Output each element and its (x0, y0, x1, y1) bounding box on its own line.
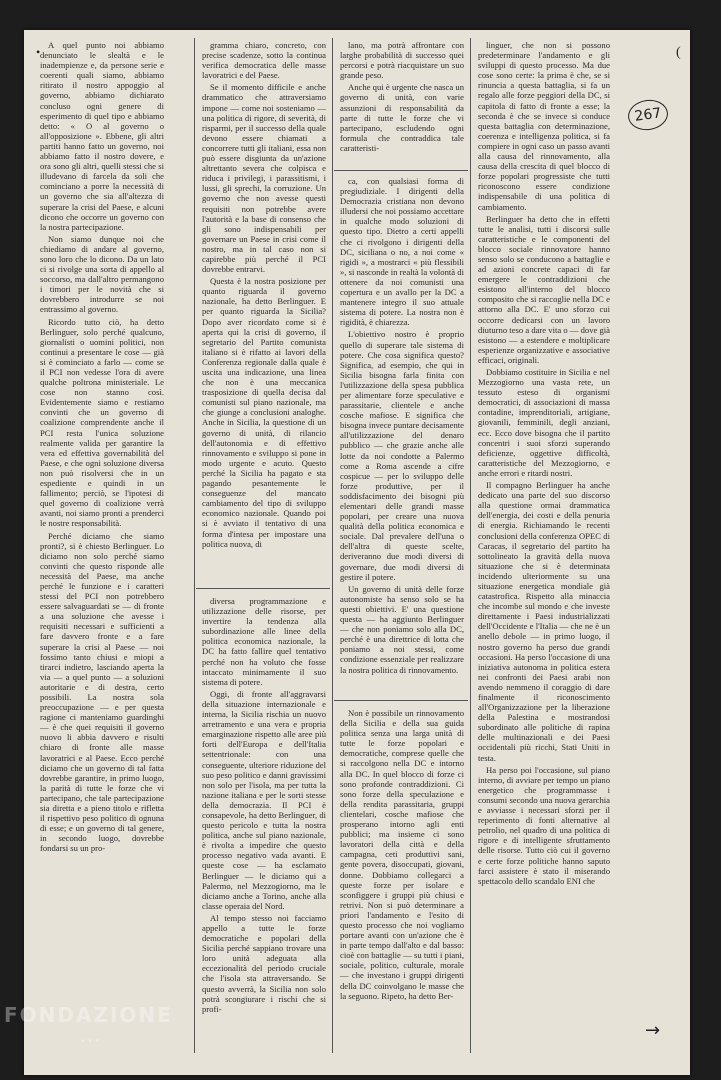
archive-watermark: FONDAZIONE (4, 1003, 173, 1027)
paragraph: lano, ma potrà affrontare con larghe probabilità di successo quei percorsi e potrà riacquistare un suo grande peso. (340, 40, 464, 81)
article-column-3-bottom (340, 708, 464, 1048)
article-column-2-top (202, 40, 326, 592)
article-column-3-middle (340, 176, 464, 675)
column-rule (332, 38, 333, 1053)
article-column-2-bottom (202, 596, 326, 1048)
column-rule (194, 38, 195, 1053)
archive-watermark-sub: ... (80, 1030, 102, 1046)
paragraph: Un governo di unità delle forze autonomiste ha senso solo se ha questi obiettivi. E' una questione questa — ha aggiunto Berlinguer — che non poniamo solo alla DC, perché è una direttrice di lotta che poniamo a noi stessi, come condizione essenziale per realizzare la nostra politica di rinnovamento. (340, 583, 464, 675)
paragraph: Non è possibile un rinnovamento della Sicilia e della sua guida politica senza una larga unità di tutte le forze popolari e democratiche, comprese quelle che si raccolgono nella DC e intorno alla DC. In quel blocco di forze ci sono profonde contraddizioni. Ci sono forze della speculazione e della rendita parassitaria, gruppi clientelari, cosche mafiose che prosperano intorno agli enti pubblici; ma insieme ci sono lavoratori della città e della campagna, ceti produttivi sani, gente povera, disoccupati, giovani, donne. Dobbiamo collegarci a queste forze per isolare e sconfiggere i gruppi più chiusi e retrivi. Non si può determinare a priori l'andamento e l'esito di questo processo che noi vogliamo portare avanti con un'azione che è in parte tempo dall'alto e dal basso: cioè con battaglie — su tutti i piani, sociale, politico, culturale, morale — che investano i gruppi dirigenti della DC coinvolgano le masse che la seguono. Ripeto, ha detto Ber- (340, 708, 464, 1001)
margin-mark: ( (676, 45, 681, 60)
section-rule (334, 700, 468, 701)
section-rule (334, 170, 468, 171)
section-rule (196, 588, 330, 589)
paragraph: A quel punto noi abbiamo denunciato le slealtà e le inadempienze e, da persone serie e coerenti quali siamo, abbiamo ritirato il nostro appoggio al governo, abbiamo dichiarato concluso ogni genere di esperimento di quel tipo e abbiamo detto: « O al governo o all'opposizione ». Ebbene, gli altri partiti hanno fatto un governo, noi abbiamo fatto il nostro dovere, e ora sono gli altri, quelli stessi che si illudevano di farcela da soli che cominciano a porre la necessità di un governo che sia all'altezza di superare la crisi del Paese, e alcuni dicono che occorre un governo con la nostra partecipazione. (40, 40, 164, 232)
paragraph: ca, con qualsiasi forma di pregiudiziale. I dirigenti della Democrazia cristiana non devono illudersi che noi possiamo accettare in qualche modo soluzioni di questo tipo. Dietro a certi appelli che ci rivolgono i dirigenti della DC, siciliana o no, a noi come « rigidi », a mostrarci « più flessibili », si nasconde in realtà la volontà di ottenere da noi comunisti una copertura e un avallo per la DC a mantenere integro il suo attuale sistema di potere. La nostra non è rigidità, è chiarezza. (340, 176, 464, 328)
paragraph: Al tempo stesso noi facciamo appello a tutte le forze democratiche e popolari della Sicilia perché sappiano trovare una loro unità adeguata alla eccezionalità del periodo cruciale che l'isola sta attraversando. Se questo avverrà, la Sicilia non solo potrà scongiurare i rischi che si profi- (202, 912, 326, 1014)
paragraph: Berlinguer ha detto che in effetti tutte le analisi, tutti i discorsi sulle caratteristiche e le componenti del blocco sociale rinnovatore hanno senso solo se conducono a battaglie e ad azioni concrete capaci di far emergere le contraddizioni che esistono all'interno del blocco composito che si raccoglie nella DC e attorno alla DC. E' uno sforzo cui occorre dedicarsi con un lavoro diuturno teso a dare vita o — dove già esistono — a estendere e moltiplicare esperienze organizzative e associative efficaci, originali. (478, 213, 610, 365)
article-column-3-top (340, 40, 464, 172)
paragraph: Questa è la nostra posizione per quanto riguarda il governo nazionale, ha detto Berlinguer. E per quanto riguarda la Sicilia? Dopo aver ricordato come si è aperta qui la crisi di governo, il segretario del Partito comunista italiano si è rifatto ai lavori della Conferenza regionale dalla quale è uscita una indicazione, una linea che non è una meccanica trasposizione di quella decisa dal comunisti sul piano nazionale, ma che giunge a conclusioni analoghe. Anche in Sicilia, la questione di un governo di unità, di rilancio dell'autonomia e di effettivo rinnovamento e sviluppo si pone in modo urgente e acuto. Questo perché la Sicilia ha pagato e sta pagando pesantemente le conseguenze del mancato cambiamento del tipo di sviluppo economico nazionale. Quando poi si è avviato il tentativo di una forma d'intesa per impostare una politica nuova, di (202, 276, 326, 549)
paragraph: Dobbiamo costituire in Sicilia e nel Mezzogiorno una vasta rete, un tessuto esteso di organismi democratici, di associazioni di massa contadine, imprenditoriali, artigiane, giovanili, femminili, degli anziani, ecc. Ecco dove bisogna che il partito concentri i suoi sforzi superando deficienze, oggettive difficoltà, caratteristiche del Mezzogiorno, e anche errori e ritardi nostri. (478, 367, 610, 478)
article-column-4 (478, 40, 610, 1050)
paragraph: diversa programmazione e utilizzazione delle risorse, per invertire la tendenza alla subordinazione alle linee della politica economica nazionale, la DC ha fatto fallire quel tentativo perché non ha voluto che fosse intaccato minimamente il suo sistema di potere. (202, 596, 326, 687)
paragraph: Ricordo tutto ciò, ha detto Berlinguer, solo perché qualcuno, giornalisti o uomini politici, non continui a presentare le cose — già si è cominciato a farlo — come se il PCI non vedesse l'ora di avere qualche poltrona ministeriale. Le cose non stanno così. Evidentemente siamo e restiamo convinti che un governo di coalizione comprendente anche il PCI resta l'unica soluzione realmente valida per garantire la vera ed effettiva governabilità del Paese, e che ogni soluzione diversa non può risolversi che in un espediente e quindi in un fallimento; perciò, se l'ipotesi di quel governo di coalizione verrà avanti, noi siamo pronti a prenderci le nostre responsabilità. (40, 316, 164, 529)
margin-mark: • (36, 45, 41, 59)
paragraph: gramma chiaro, concreto, con precise scadenze, sotto la continua verifica democratica delle masse lavoratrici e del Paese. (202, 40, 326, 81)
paragraph: Se il momento difficile e anche drammatico che attraversiamo impone — come noi sosteniamo — una politica di rigore, di severità, di risparmi, per il successo della quale devono essere chiamati a concorrere tutti gli italiani, essa non può essere disgiunta da un'azione altrettanto severa che colpisca e riduca i privilegi, i parassitismi, i lussi, gli sprechi, la corruzione. Un governo che non avesse questi requisiti non potrebbe avere l'autorità e la base di consenso che gli sono indispensabili per governare un Paese in crisi come il nostro, ma in tal caso non si capirebbe più perché il PCI dovrebbe entrarvi. (202, 82, 326, 275)
paragraph: Ha perso poi l'occasione, sul piano interno, di avviare per tempo un piano energetico che programmasse i consumi secondo una nuova gerarchia e avviasse i necessari sforzi per il reperimento di fonti alternative al petrolio, nel quadro di una politica di rigore e di intelligente sfruttamento delle risorse. Tutto ciò cui il governo e certe forze politiche hanno saputo farci assistere è stato il miserando spettacolo dello scandalo ENI che (478, 764, 610, 886)
continue-arrow-icon: → (645, 1020, 661, 1041)
article-column-1 (40, 40, 164, 1050)
paragraph: Oggi, di fronte all'aggravarsi della situazione internazionale e interna, la Sicilia rischia un nuovo arretramento e una vera e propria emarginazione rispetto alle aree più forti dell'Europa e dell'Italia settentrionale: con una conseguente, ulteriore riduzione del suo peso politico e danni gravissimi non solo per l'isola, ma per tutta la nazione italiana e per le sorti stesse della democrazia. Il PCI è consapevole, ha detto Berlinguer, di questo pericolo e tutta la nostra politica, anche sul piano nazionale, è rivolta a impedire che questo processo negativo vada avanti. E queste cose — ha esclamato Berlinguer — le diciamo qui a Palermo, nel Mezzogiorno, ma le diciamo anche a Torino, anche alla classe operaia del Nord. (202, 688, 326, 911)
paragraph: Anche qui è urgente che nasca un governo di unità, con varie assunzioni di responsabilità da parte di tutte le forze che vi partecipano, escludendo ogni formula che contraddica tale caratteristi- (340, 82, 464, 153)
column-rule (470, 38, 471, 1053)
paragraph: linguer, che non si possono predeterminare l'andamento e gli sviluppi di questo processo. Ma due cose sono certe: la prima è che, se si rinuncia a questa battaglia, si fa un regalo alle forze peggiori della DC, si capitola di fatto di fronte a esse; la seconda è che se invece si conduce questa battaglia con determinazione, coerenza e intelligenza politica, si fa compiere in ogni caso un passo avanti alla causa del rinnovamento, alla causa della crescita di quel blocco di forze popolari progressiste che tutti riconoscono essere condizione indispensabile di una politica di cambiamento. (478, 40, 610, 212)
page-number-stamp: 267 (626, 97, 670, 132)
paragraph: Il compagno Berlinguer ha anche dedicato una parte del suo discorso alla questione ormai drammatica dell'energia, dei costi e della penuria di energia. Richiamando le recenti conclusioni della conferenza OPEC di Caracas, il segretario del partito ha sottolineato la gravità della nuova situazione che si è determinata incidendo ulteriormente su una situazione energetica mondiale già catastrofica. Rispetto alla minaccia che incombe sul mondo e che investe direttamente i Paesi industrializzati dell'Occidente e l'Italia — che ne è un anello debole — in primo luogo, il nostro governo ha perso due grandi occasioni. Ha perso l'occasione di una iniziativa autonoma in politica estera nei confronti dei Paesi arabi non avendo nemmeno il coraggio di dare finalmente il riconoscimento all'Organizzazione per la liberazione della Palestina e mostrandosi subordinato alle politiche di rapina delle multinazionali e dei Paesi occidentali più ricchi, Stati Uniti in testa. (478, 480, 610, 763)
paragraph: L'obiettivo nostro è proprio quello di superare tale sistema di potere. Che cosa significa questo? Significa, ad esempio, che qui in Sicilia bisogna farla finita con l'utilizzazione della spesa pubblica per alimentare forze speculative e parassitarie, clientele e anche cosche mafiose. E significa che bisogna invece puntare decisamente all'utilizzazione del denaro pubblico — che grazie anche alle lotte da noi condotte a Palermo come a Roma ascende a cifre cospicue — per lo sviluppo delle forze produttive, per il soddisfacimento dei bisogni più elementari delle grandi masse popolari, per creare una nuova qualità della politica economica e sociale. Dal prevalere dell'una o dell'altra di queste scelte, deriveranno due modi diversi di governare, due modi diversi di gestire il potere. (340, 329, 464, 582)
paragraph: Non siamo dunque noi che chiediamo di andare al governo, sono loro che lo dicono. Da un lato ci si rivolge una sorta di appello al soccorso, ma dall'altro permangono i timori per le novità che si dovrebbero introdurre se noi entrassimo al governo. (40, 233, 164, 315)
newspaper-clipping (24, 30, 690, 1075)
paragraph: Perché diciamo che siamo pronti?, si è chiesto Berlinguer. Lo diciamo non solo perché siamo convinti che questo risponde alle necessità del Paese, ma anche perché le funzione e i caratteri stessi del PCI non potrebbero essere salvaguardati se — di fronte a una soluzione che avesse i requisiti necessari e sufficienti a fare davvero fronte e a fare superare la crisi al Paese — noi fossimo tanto chiusi e miopi a tirarci indietro, lasciando aperta la via — a quel punto — a soluzioni autoritarie e di destra, certo possibili. La nostra sola preoccupazione — e per questa ragione ci manteniamo guardinghi — è che quei requisiti il governo nuovo li abbia davvero e risulti chiaro di fronte alle masse lavoratrici e al Paese. Ecco perché diciamo che un governo di tal fatta dovrebbe garantire, in primo luogo, la parità di tutte le forze che vi partecipano, che tale partecipazione sia diretta e a pieno titolo e rifletta il rispettivo peso politico di ognuna di esse; e un governo di tal genere, in secondo luogo, dovrebbe fondarsi su un pro- (40, 530, 164, 854)
